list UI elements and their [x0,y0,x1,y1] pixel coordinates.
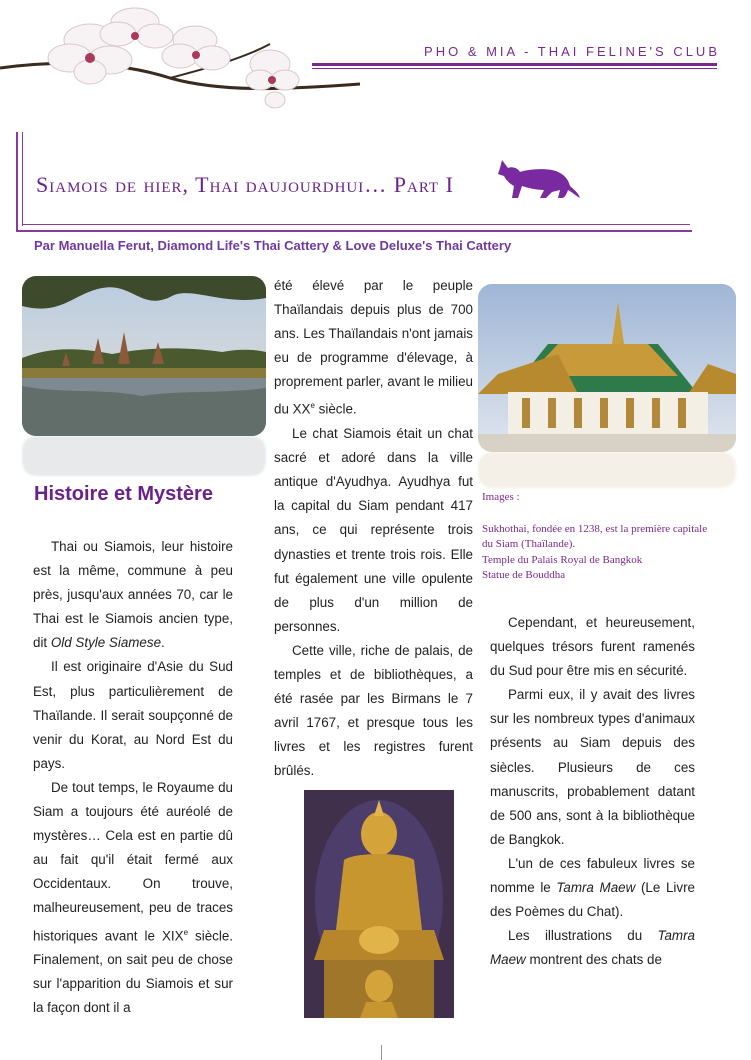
paragraph: Cette ville, riche de palais, de temples et de bibliothèques, a été rasée par les Birmans le 7 avril 1767, et presque tous les livres et les registres furent brûlés. [274,642,473,779]
article-column-2 [274,274,473,783]
caption-heading: Images : [482,491,520,503]
paragraph [33,776,233,1020]
text-run: . [161,635,165,651]
image-captions [482,490,712,584]
text-run: (Le Livre des Poèmes du Chat). [490,880,695,920]
text-run: montrent des chats de [525,952,662,968]
club-title: PHO & MIA - THAI FELINE'S CLUB [424,44,720,59]
article-title: Siamois de hier, Thai daujourdhui… Part I [36,172,454,197]
superscript: e [310,401,315,411]
article-column-1 [33,535,233,1020]
text-run: De tout temps, le Royaume du Siam a toujours été auréolé de mystères… Cela est en partie dû au fait qu'il était fermé aux Occidentaux. On trouve, malheureusement, peu de traces historiques avant le XIX [33,779,233,943]
sukhothai-photo-reflection [22,436,266,476]
superscript: e [183,927,189,937]
text-run: Thai ou Siamois, leur histoire est la même, commune à peu près, jusqu'aux années 70, car le Thai est le Siamois ancien type, dit [33,539,233,651]
article-column-3 [490,611,695,972]
sukhothai-photo [22,276,266,436]
text-run: été élevé par le peuple Thaïlandais depuis plus de 700 ans. Les Thaïlandais n'ont jamais eu de programme d'élevage, à proprement parler, avant le milieu du XX [274,278,473,417]
paragraph [274,274,473,422]
header-rule [312,63,717,66]
emphasis-text: Tamra Maew [490,928,695,968]
title-frame-left-inner [22,132,23,226]
paragraph: Cependant, et heureusement, quelques trésors furent ramenés du Sud pour être mis en sécurité. [490,615,695,679]
paragraph [33,535,233,655]
emphasis-text: Tamra Maew [556,880,636,896]
caption-line: Temple du Palais Royal de Bangkok [482,553,643,566]
title-frame-left [16,132,18,232]
royal-palace-photo [478,284,736,452]
buddha-statue-photo [304,790,454,1018]
paragraph: Le chat Siamois était un chat sacré et adoré dans la ville antique d'Ayudhya. Ayudhya fut la capital du Siam pendant 417 ans, ce qui représente trois dynasties et trente trois rois. Elle fut également une ville opulente de plus d'un million de personnes. [274,426,473,634]
cat-silhouette-icon [496,156,582,200]
byline: Par Manuella Ferut, Diamond Life's Thai Cattery & Love Deluxe's Thai Cattery [34,238,512,253]
text-run: siècle. [314,401,357,417]
text-run: siècle. Finalement, on sait peu de chose sur l'apparition du Siamois et sur la façon dont il a [33,927,233,1016]
orchid-branch-icon [0,0,370,120]
title-frame-bottom-inner [22,224,690,225]
paragraph: Il est originaire d'Asie du Sud Est, plus particulièrement de Thaïlande. Il serait soupçonné de venir du Korat, au Nord Est du pays. [33,659,233,771]
royal-palace-photo-reflection [478,452,736,488]
page-separator [381,1045,382,1060]
caption-line: Sukhothai, fondée en 1238, est la première capitale du Siam (Thaïlande). [482,522,708,550]
text-run: L'un de ces fabuleux livres se nomme le [490,855,695,896]
title-frame-bottom [16,230,692,232]
paragraph [490,924,695,972]
header-rule-thin [312,68,717,69]
caption-line: Statue de Bouddha [482,569,566,581]
text-run: Les illustrations du [508,928,658,944]
paragraph [490,852,695,924]
paragraph: Parmi eux, il y avait des livres sur les nombreux types d'animaux présents au Siam depuis des siècles. Plusieurs de ces manuscrits, probablement datant de 500 ans, sont à la bibliothèque de Bangkok. [490,687,695,847]
section-title: Histoire et Mystère [34,483,213,505]
emphasis-text: Old Style Siamese [50,635,162,651]
